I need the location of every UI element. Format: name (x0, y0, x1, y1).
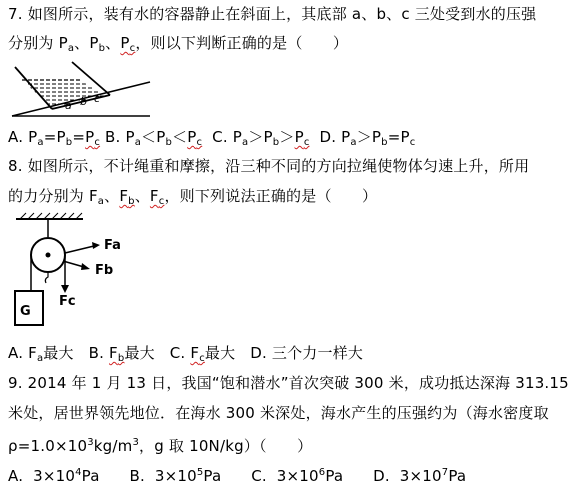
q7-stem-line2: 分别为 $P_a$、$P_b$、$P_c$，则以下判断正确的是（ ） (8, 34, 349, 54)
q8-options (8, 342, 363, 370)
force-fa-line (65, 246, 94, 253)
q9-option-d[interactable]: D. $3\times 10^7Pa$ (373, 467, 467, 485)
label-c: c (94, 92, 101, 105)
q7-option-d[interactable]: D. $P_a>P_b=P_c$ (319, 128, 416, 148)
q7-option-b[interactable]: B. $P_a<P_b<P_c$ (105, 128, 203, 148)
q9-stem-line3: $\rho=1.0\times 10^3kg/m^3$，g 取 10N/kg）（ ） (8, 437, 313, 455)
q7-option-c[interactable]: C. $P_a>P_b>P_c$ (212, 128, 310, 148)
q7-option-a[interactable]: A. $P_a=P_b=P_c$ (8, 128, 101, 148)
q8-option-d[interactable]: D. 三个力一样大 (250, 344, 364, 362)
q8-stem-line2: 的力分别为 $F_a$、$F_b$、$F_c$，则下列说法正确的是（ ） (8, 187, 378, 207)
q9-option-a[interactable]: A. $3\times 10^4Pa$ (8, 467, 100, 485)
q7-stem-line1 (8, 3, 536, 25)
q9-option-c[interactable]: C. $3\times 10^6Pa$ (251, 467, 344, 485)
q8-stem-line1: 8. 如图所示，不计绳重和摩擦，沿三种不同的方向拉绳使物体匀速上升，所用 (8, 157, 530, 175)
water-body (22, 80, 105, 108)
q9-stem-line1: 9. 2014 年 1 月 13 日，我国“饱和潜水”首次突破 300 米，成功抵达深海 313.15 (8, 374, 569, 392)
q8-option-c[interactable]: C. $F_c$最大 (169, 344, 236, 364)
label-a: a (65, 99, 72, 112)
q9-stem-line2: 米处，居世界领先地位．在海水 300 米深处，海水产生的压强约为（海水密度取 (8, 404, 549, 422)
force-fb-label: Fb (95, 263, 114, 278)
q8-number: 8. (8, 157, 23, 175)
force-fa-label: Fa (104, 238, 121, 253)
q7-options (8, 126, 415, 154)
q8-pulley-figure (8, 213, 148, 338)
q7-container-figure (10, 62, 160, 122)
q7-number: 7. (8, 5, 23, 23)
q8-option-b[interactable]: B. $F_b$最大 (88, 344, 155, 364)
q7-stem-text1: 如图所示，装有水的容器静止在斜面上，其底部 a、b、c 三处受到水的压强 (27, 5, 537, 23)
label-b: b (80, 95, 87, 108)
weight-label: G (20, 304, 31, 319)
force-fc-label: Fc (59, 294, 76, 309)
q9-options (8, 462, 466, 487)
q9-option-b[interactable]: B. $3\times 10^5Pa$ (129, 467, 222, 485)
q8-option-a[interactable]: A. $F_a$最大 (8, 344, 74, 364)
force-fb-line (63, 261, 84, 267)
